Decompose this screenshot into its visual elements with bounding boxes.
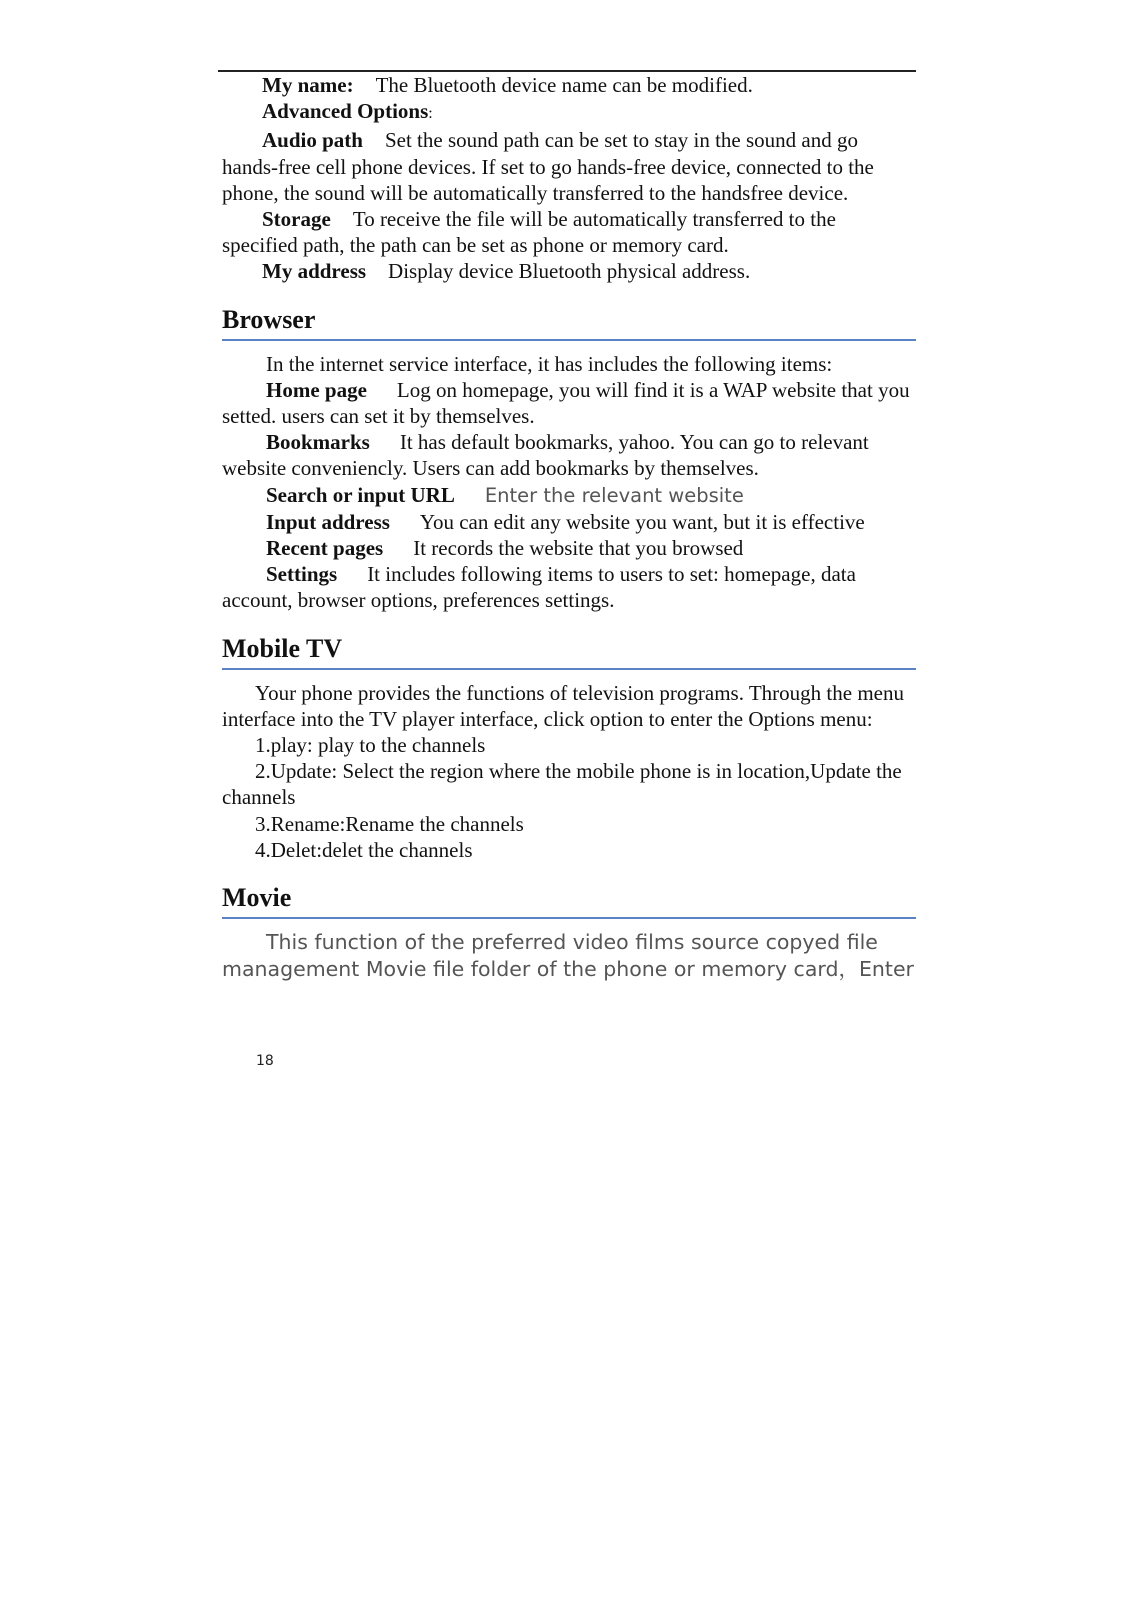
search-url-text: Enter the relevant website xyxy=(484,483,744,507)
document-page xyxy=(222,70,916,983)
my-name-label: My name: xyxy=(262,73,354,97)
advanced-options-paragraph xyxy=(222,98,916,127)
bookmarks-paragraph xyxy=(222,429,916,481)
browser-intro: In the internet service interface, it has includes the following items: xyxy=(266,351,833,376)
my-address-text: Display device Bluetooth physical address. xyxy=(388,259,751,284)
storage-paragraph xyxy=(222,206,916,258)
home-page-paragraph xyxy=(222,377,916,429)
bluetooth-section xyxy=(222,72,916,285)
audio-path-paragraph xyxy=(222,127,916,206)
settings-label: Settings xyxy=(266,562,338,587)
mobile-tv-body xyxy=(222,680,916,863)
mobile-tv-item-2: 2.Update: Select the region where the mobile phone is in location,Update the channels xyxy=(222,759,902,810)
storage-text: To receive the file will be automatically transferred to the specified path, the path can be set as phone or memory card. xyxy=(222,207,836,258)
input-address-label: Input address xyxy=(266,509,390,534)
movie-section xyxy=(222,883,916,983)
my-address-label: My address xyxy=(262,259,367,284)
mobile-tv-heading: Mobile TV xyxy=(222,634,916,670)
settings-text: It includes following items to users to set: homepage, data account, browser options, preferences settings. xyxy=(222,562,856,613)
audio-path-label: Audio path xyxy=(262,128,363,153)
settings-paragraph xyxy=(222,561,916,613)
mobile-tv-item-4: 4.Delet:delet the channels xyxy=(255,837,473,862)
movie-body xyxy=(222,929,916,983)
my-address-paragraph xyxy=(222,258,916,284)
home-page-text: Log on homepage, you will find it is a WAP website that you setted. users can set it by themselves. xyxy=(222,377,910,429)
mobile-tv-section xyxy=(222,634,916,863)
search-url-label: Search or input URL xyxy=(266,482,455,507)
audio-path-text: Set the sound path can be set to stay in the sound and go hands-free cell phone devices. If set to go hands-free device, connected to the phone, the sound will be automatically transferred to the handsfree device. xyxy=(222,128,874,205)
recent-pages-label: Recent pages xyxy=(266,536,384,561)
page-number: 18 xyxy=(256,1053,274,1069)
recent-pages-paragraph xyxy=(222,535,916,561)
browser-heading: Browser xyxy=(222,305,916,341)
bookmarks-text: It has default bookmarks, yahoo. You can go to relevant website conveniencly. Users can add bookmarks by themselves. xyxy=(222,430,869,481)
advanced-options-colon: : xyxy=(428,105,433,123)
mobile-tv-item-1: 1.play: play to the channels xyxy=(255,733,486,758)
movie-heading: Movie xyxy=(222,883,916,919)
storage-label: Storage xyxy=(262,207,331,232)
mobile-tv-item-3: 3.Rename:Rename the channels xyxy=(255,811,524,836)
my-name-paragraph xyxy=(222,72,916,98)
recent-pages-text: It records the website that you browsed xyxy=(413,536,744,561)
input-address-text: You can edit any website you want, but it is effective xyxy=(419,509,865,534)
search-url-paragraph xyxy=(222,482,916,509)
mobile-tv-intro: Your phone provides the functions of television programs. Through the menu interface into the TV player interface, click option to enter the Options menu: xyxy=(222,680,904,731)
movie-text: This function of the preferred video films source copyed file management Movie file folder of the phone or memory card，Enter xyxy=(222,930,914,982)
input-address-paragraph xyxy=(222,509,916,535)
my-name-text: The Bluetooth device name can be modified. xyxy=(375,73,753,97)
home-page-label: Home page xyxy=(266,377,367,402)
advanced-options-label: Advanced Options xyxy=(262,99,429,124)
browser-section xyxy=(222,305,916,614)
bookmarks-label: Bookmarks xyxy=(266,430,370,455)
browser-body xyxy=(222,351,916,614)
